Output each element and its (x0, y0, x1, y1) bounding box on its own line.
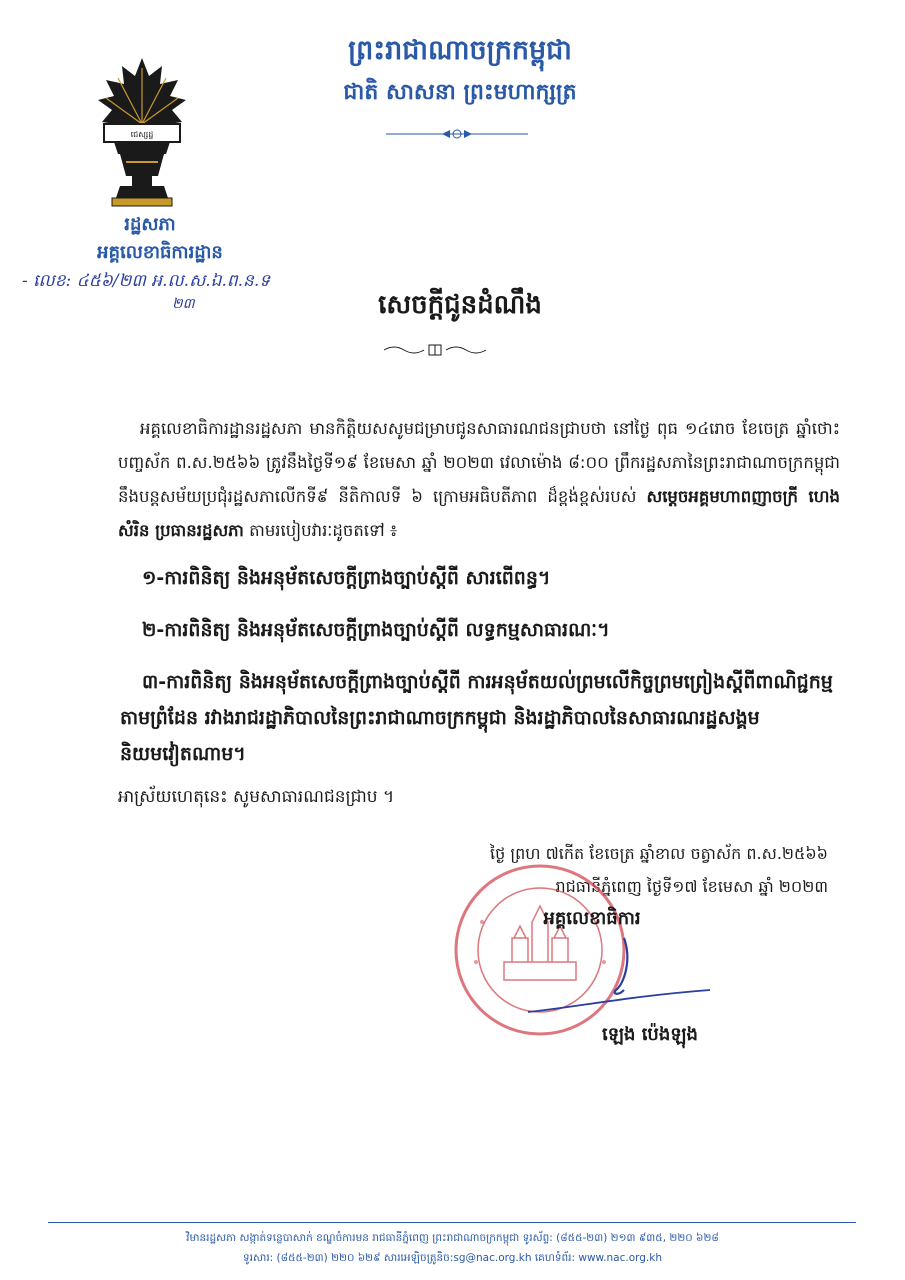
intro-paragraph (118, 412, 840, 548)
national-assembly-emblem (96, 58, 188, 210)
agenda-item: ៣-ការពិនិត្យ និងអនុម័តសេចក្តីព្រាងច្បាប់ស្តីពី ការអនុម័តយល់ព្រមលើកិច្ចព្រមព្រៀងស្តីពីពាណិជ្ជកម្មតាមព្រំដែន រវាងរាជរដ្ឋាភិបាលនៃព្រះរាជាណាចក្រកម្ពុជា និងរដ្ឋាភិបាលនៃសាធារណរដ្ឋសង្គមនិយមវៀតណាម។ (120, 671, 833, 765)
kingdom-heading: ព្រះរាជាណាចក្រកម្ពុជា (348, 35, 572, 66)
president-name: សម្តេចអគ្គមហាពញាចក្រី ហេង សំរិន ប្រធានរដ្ឋសភា (118, 487, 840, 540)
signer-name: ឡេង ប៉េងឡុង (602, 1024, 698, 1045)
footer-divider (48, 1222, 856, 1223)
organization-name: រដ្ឋសភា (124, 214, 176, 235)
lunar-date: ថ្ងៃ ព្រហ ៧កើត ខែចេត្រ ឆ្នាំខាល ចត្វាស័ក ព.ស.២៥៦៦ (490, 844, 828, 863)
emblem-lettering: ជេស្សដ្ឋ (130, 130, 154, 139)
title-ornament-divider (382, 344, 488, 356)
footer-address: វិមានរដ្ឋសភា សង្កាត់ទន្លេបាសាក់ ខណ្ឌចំការមន រាជធានីភ្នំពេញ ព្រះរាជាណាចក្រកម្ពុជា ទូរស័ព្ទ: (៨៥៥-២៣) ២១៣ ៩៣៥, ២២០ ៦២៨ (186, 1232, 719, 1244)
intro-tail: តាមរបៀបវារៈដូចតទៅ ៖ (243, 521, 398, 540)
header-ornament-divider (382, 128, 532, 140)
agenda-item: ២-ការពិនិត្យ និងអនុម័តសេចក្តីព្រាងច្បាប់ស្តីពី លទ្ធកម្មសាធារណៈ។ (142, 619, 610, 641)
signer-title: អគ្គលេខាធិការ (543, 908, 641, 929)
reference-number: - លេខ: ៤៥៦/២៣ អ.ល.ស.ឯ.ព.ន.ទ (22, 271, 271, 291)
intro-text: អគ្គលេខាធិការដ្ឋានរដ្ឋសភា មានកិត្តិយសសូមជម្រាបជូនសាធារណជនជ្រាបថា នៅថ្ងៃ ពុធ ១៤រោច ខែចេត្រ ឆ្នាំថោះ បញ្ចស័ក ព.ស.២៥៦៦ ត្រូវនឹងថ្ងៃទី១៩ ខែមេសា ឆ្នាំ ២០២៣ វេលាម៉ោង ៨:០០ ព្រឹករដ្ឋសភានៃព្រះរាជាណាចក្រកម្ពុជា នឹងបន្តសម័យប្រជុំរដ្ឋសភាលើកទី៩ នីតិកាលទី ៦ ក្រោមអធិបតីភាព ដ៏ខ្ពង់ខ្ពស់របស់ (118, 419, 840, 506)
solar-date: រាជធានីភ្នំពេញ ថ្ងៃទី១៧ ខែមេសា ឆ្នាំ ២០២៣ (555, 877, 828, 896)
closing-sentence: អាស្រ័យហេតុនេះ សូមសាធារណជនជ្រាប ។ (118, 787, 395, 807)
handwritten-signature (520, 930, 720, 1020)
footer-contact: ទូរសារ: (៨៥៥-២៣) ២២០ ៦២៩ សារអេឡិចត្រូនិច:sg@nac.org.kh គេហទំព័រ: www.nac.org.kh (243, 1252, 662, 1264)
reference-subline: ២៣ (172, 296, 195, 312)
agenda-item: ១-ការពិនិត្យ និងអនុម័តសេចក្តីព្រាងច្បាប់ស្តីពី សារពើពន្ធ។ (142, 567, 551, 589)
document-title: សេចក្តីជូនដំណឹង (378, 290, 542, 320)
national-motto: ជាតិ សាសនា ព្រះមហាក្សត្រ (343, 80, 577, 105)
department-name: អគ្គលេខាធិការដ្ឋាន (97, 242, 223, 263)
